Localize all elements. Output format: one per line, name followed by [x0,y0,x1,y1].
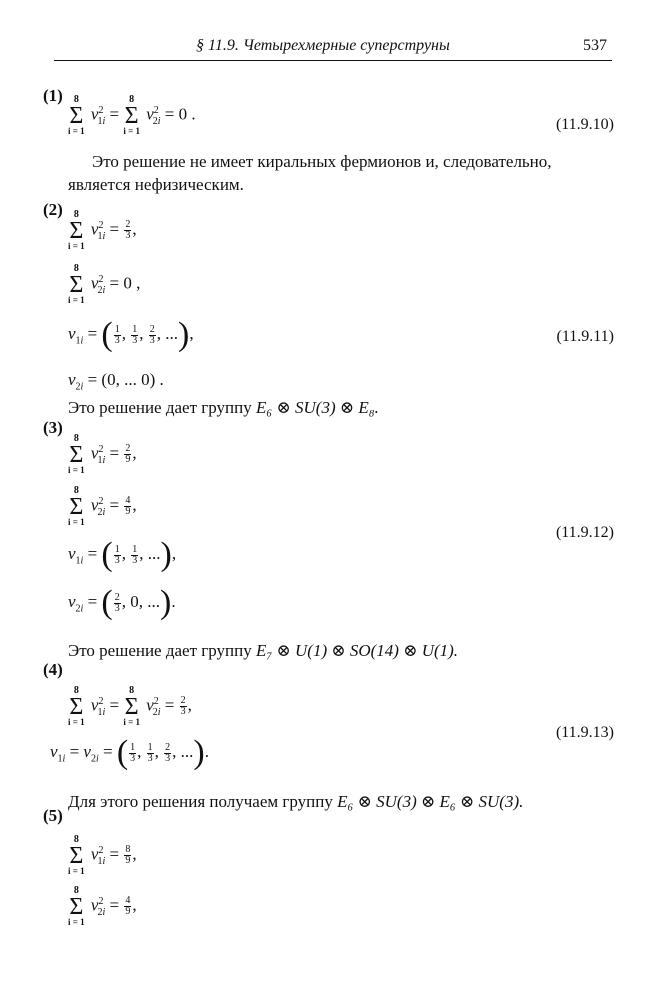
header-rule [54,60,612,61]
paragraph-line: Это решение дает группу E₆ ⊗ SU(3) ⊗ E₈. [68,398,379,417]
equation-number: (11.9.13) [555,724,614,741]
summation: 8 Σ i = 1 [68,94,85,136]
case-label-3: (3) [43,418,63,437]
case-label-5: (5) [43,806,63,825]
running-header-title: § 11.9. Четырехмерные суперструны [196,37,450,54]
equation-line: 8 Σ i = 1 $v^2_{1i}$ = 8 Σ i = 1 $v^2_{2i}$ = $\frac{2}{3}$ , [68,685,192,727]
equation-line: $v_{1i}$ = ( $\frac{1}{3}$ , $\frac{1}{3}$ , $\frac{2}{3}$ , ...), [68,316,194,353]
paragraph-line: Это решение дает группу E₇ ⊗ U(1) ⊗ SO(14) ⊗ U(1). [68,641,459,660]
paragraph-line: Это решение не имеет киральных фермионов и, следовательно, [92,152,552,171]
paragraph-line: является нефизическим. [68,175,244,194]
summation: 8 Σ i = 1 [123,94,140,136]
equation-11-9-10: 8 Σ i = 1 $v^2_{1i}$ = 8 Σ i = 1 $v^2_{2i} = 0$ . [68,94,196,136]
equation-line: 8 Σ i = 1 $v^2_{2i}$ = $\frac{4}{9}$ , [68,885,137,927]
paragraph-line: Для этого решения получаем группу E₆ ⊗ SU(3) ⊗ E₆ ⊗ SU(3). [68,792,524,811]
case-label-1: (1) [43,86,63,105]
case-label-2: (2) [43,200,63,219]
equation-line: $v_{1i}$ = ( $\frac{1}{3}$ , $\frac{1}{3}$ , ...), [68,536,177,573]
equation-line: 8 Σ i = 1 $v^2_{1i}$ = $\frac{2}{9}$ , [68,433,137,475]
page-number: 537 [583,37,607,54]
case-label-4: (4) [43,660,63,679]
equation-line: 8 Σ i = 1 $v^2_{1i}$ = $\frac{8}{9}$ , [68,834,137,876]
equation-line: $v_{2i} = (0$, ... 0) . [68,370,164,393]
equation-number: (11.9.10) [555,116,614,133]
equation-line: 8 Σ i = 1 $v^2_{2i} = 0$ , [68,263,141,305]
equation-line: 8 Σ i = 1 $v^2_{2i}$ = $\frac{4}{9}$ , [68,485,137,527]
equation-number: (11.9.11) [556,328,614,345]
equation-number: (11.9.12) [555,524,614,541]
equation-line: 8 Σ i = 1 $v^2_{1i}$ = $\frac{2}{3}$ , [68,209,137,251]
equation-line: $v_{2i}$ = ( $\frac{2}{3}$ , 0, ...). [68,584,176,621]
equation-line: $v_{1i} = v_{2i}$ = ( $\frac{1}{3}$ , $\frac{1}{3}$ , $\frac{2}{3}$ , ...). [50,734,209,771]
